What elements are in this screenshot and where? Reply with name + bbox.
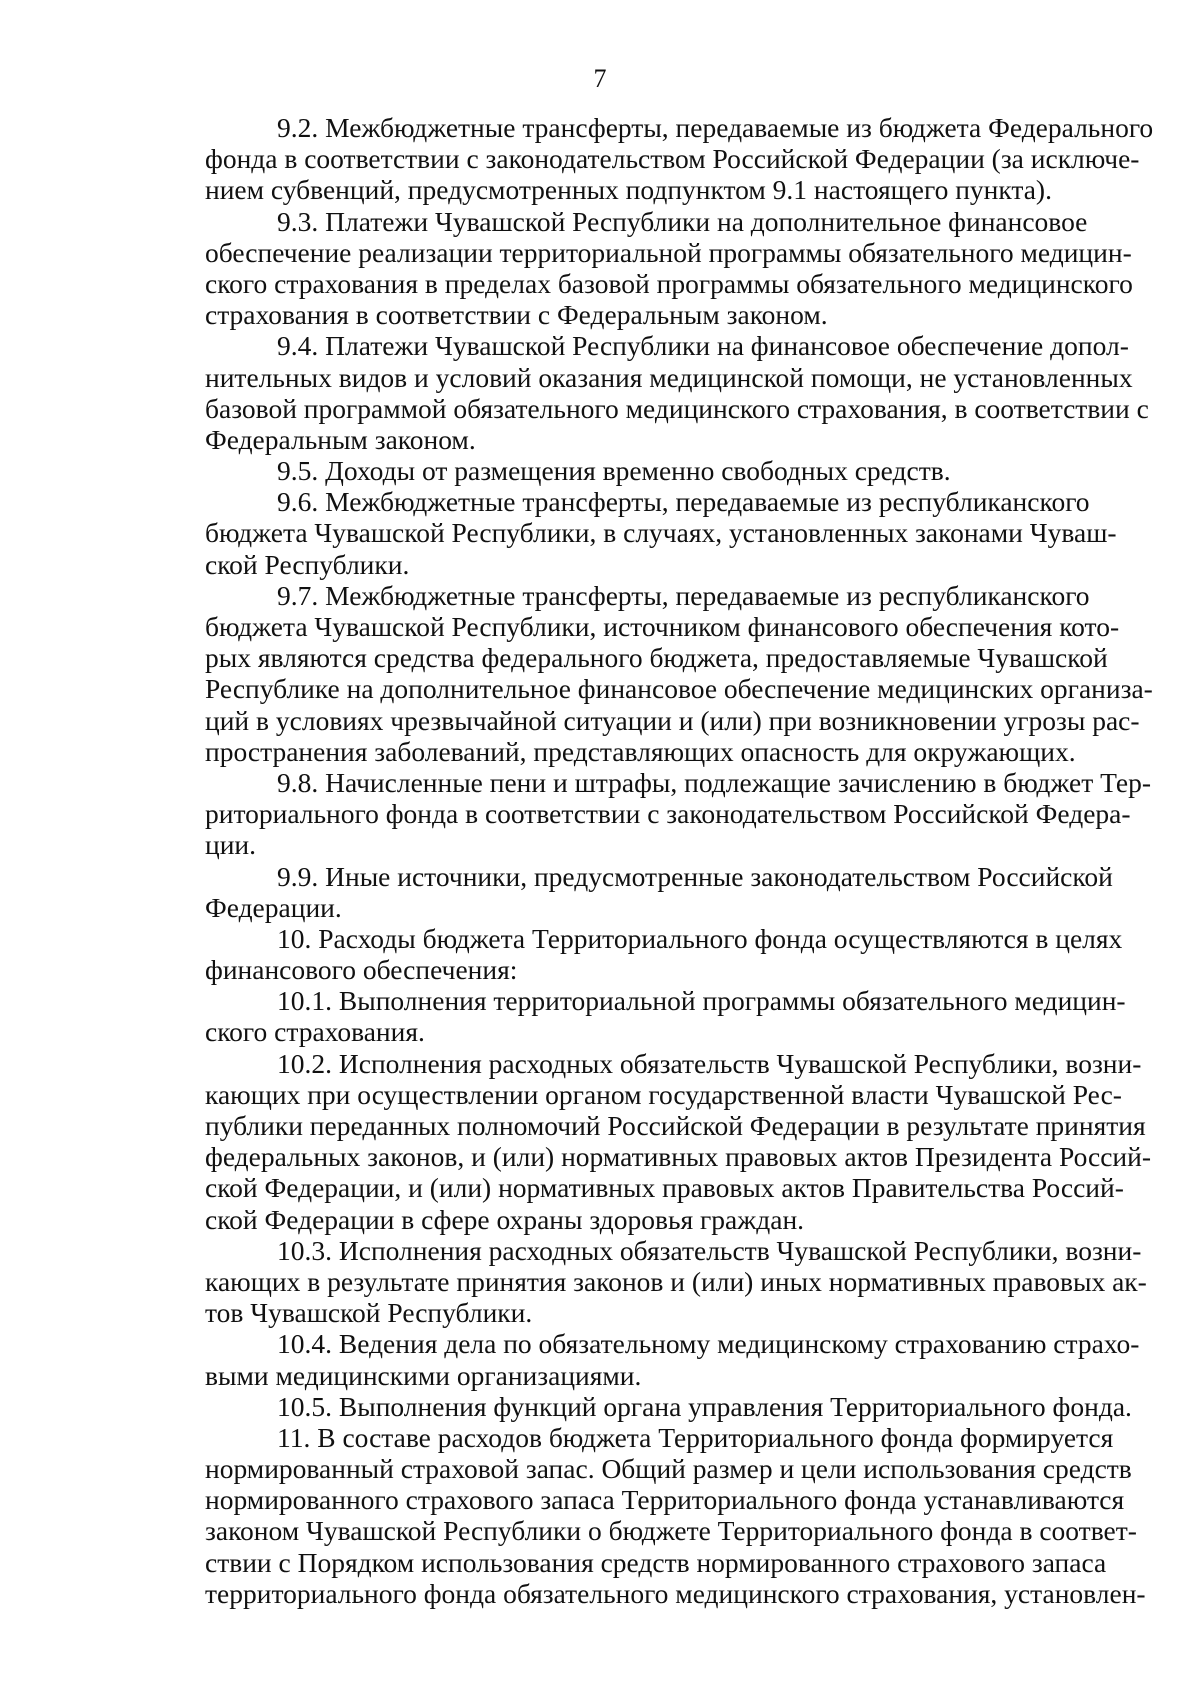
paragraph-line: нием субвенций, предусмотренных подпунктом 9.1 настоящего пункта). xyxy=(205,174,1052,206)
paragraph-line: ского страхования. xyxy=(205,1016,425,1048)
paragraph xyxy=(205,922,1123,986)
paragraph-line: 9.8. Начисленные пени и штрафы, подлежащие зачислению в бюджет Тер- xyxy=(277,766,1151,798)
paragraph-line: территориального фонда обязательного медицинского страхования, установлен- xyxy=(205,1577,1146,1609)
paragraph-line: ского страхования в пределах базовой программы обязательного медицинского xyxy=(205,267,1133,299)
paragraph xyxy=(205,455,1073,486)
paragraph xyxy=(205,860,1113,923)
paragraph-line: 9.9. Иные источники, предусмотренные законодательством Российской xyxy=(277,860,1113,892)
paragraph-line: ствии с Порядком использования средств нормированного страхового запаса xyxy=(205,1546,1107,1578)
paragraph-line: 9.7. Межбюджетные трансферты, передаваемые из республиканского xyxy=(277,579,1090,611)
paragraph-line: страхования в соответствии с Федеральным законом. xyxy=(205,299,828,331)
page-number: 7 xyxy=(593,64,607,93)
paragraph-line: ской Республики. xyxy=(205,548,410,580)
paragraph xyxy=(205,985,1126,1048)
paragraph-line: рых являются средства федерального бюджета, предоставляемые Чувашской xyxy=(205,642,1108,674)
paragraph-line: 10.2. Исполнения расходных обязательств Чувашской Республики, возни- xyxy=(277,1047,1142,1079)
paragraph-line: публики переданных полномочий Российской Федерации в результате принятия xyxy=(205,1110,1146,1141)
paragraph-line: 11. В составе расходов бюджета Территориального фонда формируется xyxy=(277,1421,1114,1453)
paragraph-line: Федеральным законом. xyxy=(205,423,476,455)
paragraph-line: нительных видов и условий оказания медицинской помощи, не установленных xyxy=(205,361,1133,393)
paragraph-line: 10.3. Исполнения расходных обязательств Чувашской Республики, возни- xyxy=(277,1234,1142,1266)
paragraph-line: бюджета Чувашской Республики, в случаях, установленных законами Чуваш- xyxy=(205,517,1117,549)
paragraph-line: 10.5. Выполнения функций органа управления Территориального фонда. xyxy=(277,1390,1132,1422)
paragraph-line: 9.5. Доходы от размещения временно свободных средств. xyxy=(277,455,951,487)
paragraph xyxy=(205,330,1149,455)
paragraph-line: 9.6. Межбюджетные трансферты, передаваемые из республиканского xyxy=(277,486,1090,518)
paragraph xyxy=(205,112,1154,206)
paragraph-line: кающих при осуществлении органом государственной власти Чувашской Рес- xyxy=(205,1078,1122,1110)
paragraph-line: риториального фонда в соответствии с законодательством Российской Федера- xyxy=(205,798,1131,830)
paragraph-line: тов Чувашской Республики. xyxy=(205,1297,533,1329)
paragraph-line: 10. Расходы бюджета Территориального фонда осуществляются в целях xyxy=(277,922,1123,954)
paragraph-line: базовой программой обязательного медицинского страхования, в соответствии с xyxy=(205,392,1149,424)
paragraph-line: ской Федерации, и (или) нормативных правовых актов Правительства Россий- xyxy=(205,1172,1124,1204)
paragraph xyxy=(205,766,1151,861)
paragraph-line: нормированного страхового запаса Территориального фонда устанавливаются xyxy=(205,1484,1125,1516)
paragraph xyxy=(205,205,1133,331)
paragraph xyxy=(205,1390,1132,1422)
paragraph xyxy=(205,1047,1152,1235)
paragraph-line: 10.4. Ведения дела по обязательному медицинскому страхованию страхо- xyxy=(277,1328,1140,1360)
paragraph-line: законом Чувашской Республики о бюджете Территориального фонда в соответ- xyxy=(205,1515,1137,1547)
paragraph-line: нормированный страховой запас. Общий размер и цели использования средств xyxy=(205,1453,1132,1485)
paragraph-line: фонда в соответствии с законодательством Российской Федерации (за исключе- xyxy=(205,143,1140,175)
paragraph-line: 9.4. Платежи Чувашской Республики на финансовое обеспечение допол- xyxy=(277,330,1129,362)
paragraph-line: выми медицинскими организациями. xyxy=(205,1359,642,1391)
paragraph xyxy=(205,1421,1146,1609)
document-body xyxy=(205,112,1154,1609)
paragraph-line: федеральных законов, и (или) нормативных правовых актов Президента Россий- xyxy=(205,1141,1152,1173)
paragraph-line: 10.1. Выполнения территориальной программы обязательного медицин- xyxy=(277,985,1126,1017)
paragraph-line: обеспечение реализации территориальной программы обязательного медицин- xyxy=(205,236,1132,268)
paragraph-line: кающих в результате принятия законов и (или) иных нормативных правовых ак- xyxy=(205,1265,1147,1297)
paragraph xyxy=(205,1234,1147,1329)
paragraph-line: пространения заболеваний, представляющих опасность для окружающих. xyxy=(205,735,1076,767)
paragraph xyxy=(205,1328,1140,1391)
paragraph-line: 9.2. Межбюджетные трансферты, передаваемые из бюджета Федерального xyxy=(277,112,1154,143)
paragraph-line: Республике на дополнительное финансовое обеспечение медицинских организа- xyxy=(205,673,1153,705)
paragraph-line: бюджета Чувашской Республики, источником финансового обеспечения кото- xyxy=(205,611,1120,642)
paragraph-line: ции. xyxy=(205,829,257,861)
paragraph xyxy=(205,579,1153,767)
paragraph xyxy=(205,486,1117,580)
paragraph-line: ской Федерации в сфере охраны здоровья граждан. xyxy=(205,1203,805,1235)
paragraph-line: ций в условиях чрезвычайной ситуации и (или) при возникновении угрозы рас- xyxy=(205,704,1140,736)
paragraph-line: 9.3. Платежи Чувашской Республики на дополнительное финансовое xyxy=(277,205,1088,237)
paragraph-line: Федерации. xyxy=(205,891,342,923)
paragraph-line: финансового обеспечения: xyxy=(205,954,518,986)
